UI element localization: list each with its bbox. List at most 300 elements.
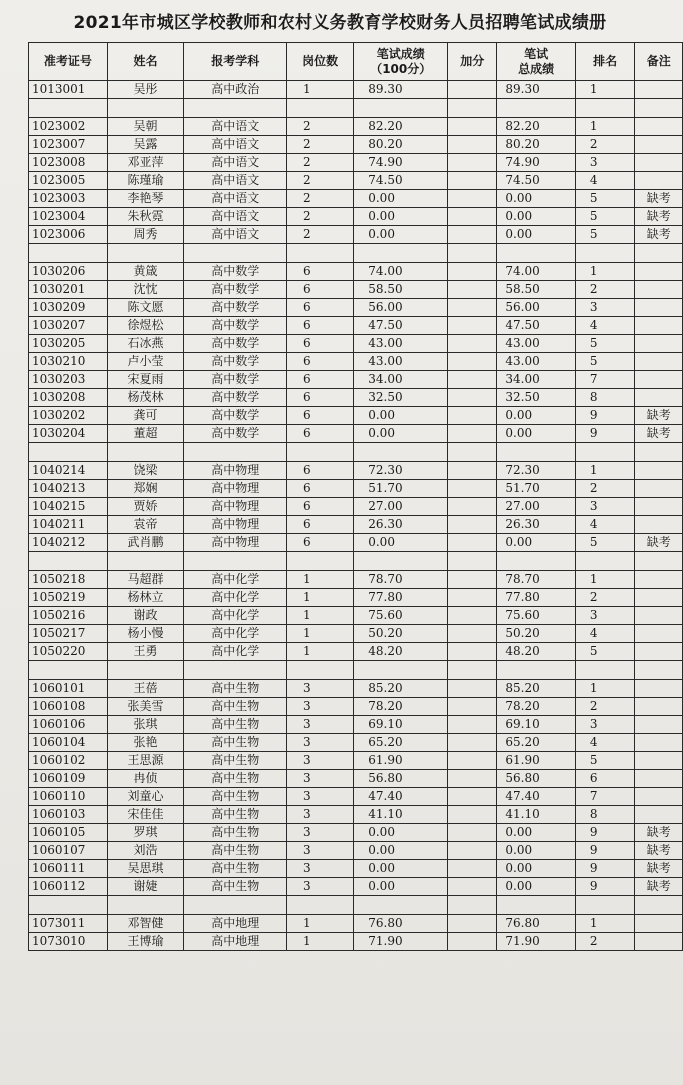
cell-id: 1060109 (29, 770, 108, 788)
cell-name: 徐煜松 (107, 317, 184, 335)
cell-subject: 高中物理 (184, 498, 287, 516)
group-separator-row (29, 896, 683, 915)
cell-id: 1050220 (29, 643, 108, 661)
cell-score: 50.20 (354, 625, 448, 643)
cell-score: 82.20 (354, 118, 448, 136)
cell-name: 杨小慢 (107, 625, 184, 643)
cell-note (635, 317, 683, 335)
header-total-line1: 笔试 (524, 46, 549, 61)
cell-name: 张艳 (107, 734, 184, 752)
cell-id: 1040213 (29, 480, 108, 498)
cell-id: 1073011 (29, 915, 108, 933)
cell-subject: 高中数学 (184, 281, 287, 299)
cell-subject: 高中地理 (184, 933, 287, 951)
cell-positions: 3 (286, 788, 353, 806)
empty-cell (184, 99, 287, 118)
cell-note: 缺考 (635, 878, 683, 896)
table-row (29, 915, 683, 933)
cell-positions: 2 (286, 208, 353, 226)
cell-positions: 3 (286, 716, 353, 734)
cell-rank: 2 (575, 281, 635, 299)
empty-cell (354, 896, 448, 915)
empty-cell (184, 661, 287, 680)
cell-subject: 高中生物 (184, 788, 287, 806)
cell-score: 0.00 (354, 842, 448, 860)
cell-subject: 高中化学 (184, 643, 287, 661)
table-row (29, 118, 683, 136)
cell-positions: 6 (286, 498, 353, 516)
cell-name: 朱秋霓 (107, 208, 184, 226)
cell-score: 27.00 (354, 498, 448, 516)
cell-bonus (448, 335, 497, 353)
cell-positions: 2 (286, 136, 353, 154)
cell-score: 58.50 (354, 281, 448, 299)
table-row (29, 172, 683, 190)
cell-subject: 高中生物 (184, 698, 287, 716)
cell-score: 65.20 (354, 734, 448, 752)
cell-positions: 3 (286, 824, 353, 842)
cell-id: 1060112 (29, 878, 108, 896)
cell-id: 1030204 (29, 425, 108, 443)
cell-score: 51.70 (354, 480, 448, 498)
cell-name: 邓亚萍 (107, 154, 184, 172)
cell-total: 0.00 (497, 190, 575, 208)
cell-name: 龚可 (107, 407, 184, 425)
cell-score: 43.00 (354, 335, 448, 353)
cell-bonus (448, 208, 497, 226)
cell-total: 72.30 (497, 462, 575, 480)
cell-name: 王勇 (107, 643, 184, 661)
cell-total: 34.00 (497, 371, 575, 389)
table-row (29, 516, 683, 534)
cell-note: 缺考 (635, 425, 683, 443)
cell-id: 1023002 (29, 118, 108, 136)
cell-note (635, 263, 683, 281)
empty-cell (635, 99, 683, 118)
cell-rank: 5 (575, 752, 635, 770)
cell-subject: 高中化学 (184, 571, 287, 589)
cell-positions: 3 (286, 734, 353, 752)
cell-name: 黄箴 (107, 263, 184, 281)
cell-subject: 高中数学 (184, 263, 287, 281)
cell-rank: 5 (575, 643, 635, 661)
cell-rank: 4 (575, 625, 635, 643)
cell-rank: 5 (575, 226, 635, 244)
header-total (497, 43, 575, 81)
cell-name: 沈忱 (107, 281, 184, 299)
cell-positions: 6 (286, 462, 353, 480)
cell-positions: 6 (286, 281, 353, 299)
empty-cell (184, 244, 287, 263)
cell-positions: 6 (286, 299, 353, 317)
cell-name: 吴彤 (107, 81, 184, 99)
empty-cell (286, 552, 353, 571)
table-row (29, 154, 683, 172)
score-table (28, 42, 683, 951)
cell-subject: 高中语文 (184, 136, 287, 154)
cell-subject: 高中数学 (184, 389, 287, 407)
cell-note (635, 571, 683, 589)
cell-id: 1060103 (29, 806, 108, 824)
cell-rank: 8 (575, 389, 635, 407)
empty-cell (448, 244, 497, 263)
empty-cell (354, 443, 448, 462)
cell-score: 74.90 (354, 154, 448, 172)
cell-note: 缺考 (635, 407, 683, 425)
cell-subject: 高中数学 (184, 317, 287, 335)
cell-subject: 高中物理 (184, 462, 287, 480)
cell-positions: 1 (286, 571, 353, 589)
cell-subject: 高中物理 (184, 534, 287, 552)
cell-rank: 1 (575, 571, 635, 589)
cell-total: 0.00 (497, 226, 575, 244)
cell-bonus (448, 571, 497, 589)
cell-bonus (448, 933, 497, 951)
cell-subject: 高中语文 (184, 118, 287, 136)
empty-cell (286, 244, 353, 263)
cell-rank: 5 (575, 208, 635, 226)
cell-score: 56.00 (354, 299, 448, 317)
cell-subject: 高中数学 (184, 407, 287, 425)
cell-name: 王思源 (107, 752, 184, 770)
header-rank: 排名 (575, 43, 635, 81)
cell-subject: 高中语文 (184, 154, 287, 172)
empty-cell (286, 661, 353, 680)
cell-name: 武肖鹏 (107, 534, 184, 552)
cell-bonus (448, 534, 497, 552)
cell-name: 董超 (107, 425, 184, 443)
cell-id: 1030207 (29, 317, 108, 335)
cell-subject: 高中生物 (184, 770, 287, 788)
cell-id: 1030201 (29, 281, 108, 299)
empty-cell (575, 552, 635, 571)
cell-subject: 高中化学 (184, 607, 287, 625)
cell-positions: 2 (286, 154, 353, 172)
score-table-body (29, 81, 683, 951)
cell-bonus (448, 389, 497, 407)
cell-name: 卢小莹 (107, 353, 184, 371)
cell-note (635, 734, 683, 752)
cell-positions: 2 (286, 172, 353, 190)
cell-rank: 9 (575, 860, 635, 878)
cell-id: 1023008 (29, 154, 108, 172)
cell-score: 0.00 (354, 534, 448, 552)
cell-positions: 6 (286, 516, 353, 534)
cell-score: 71.90 (354, 933, 448, 951)
cell-rank: 5 (575, 353, 635, 371)
cell-score: 74.50 (354, 172, 448, 190)
cell-name: 陈瑾瑜 (107, 172, 184, 190)
cell-subject: 高中生物 (184, 734, 287, 752)
cell-subject: 高中物理 (184, 516, 287, 534)
cell-rank: 3 (575, 607, 635, 625)
cell-subject: 高中数学 (184, 335, 287, 353)
cell-name: 冉侦 (107, 770, 184, 788)
cell-total: 48.20 (497, 643, 575, 661)
empty-cell (497, 661, 575, 680)
cell-total: 69.10 (497, 716, 575, 734)
cell-note (635, 480, 683, 498)
empty-cell (497, 443, 575, 462)
cell-subject: 高中化学 (184, 589, 287, 607)
cell-id: 1030203 (29, 371, 108, 389)
cell-id: 1023006 (29, 226, 108, 244)
empty-cell (448, 661, 497, 680)
cell-score: 61.90 (354, 752, 448, 770)
cell-rank: 3 (575, 716, 635, 734)
cell-bonus (448, 788, 497, 806)
cell-rank: 6 (575, 770, 635, 788)
cell-id: 1050217 (29, 625, 108, 643)
table-row (29, 81, 683, 99)
cell-positions: 6 (286, 480, 353, 498)
cell-note (635, 752, 683, 770)
header-score-line1: 笔试成绩 (376, 46, 425, 61)
cell-bonus (448, 680, 497, 698)
cell-id: 1060104 (29, 734, 108, 752)
cell-rank: 1 (575, 81, 635, 99)
cell-positions: 1 (286, 81, 353, 99)
cell-id: 1060105 (29, 824, 108, 842)
cell-bonus (448, 136, 497, 154)
cell-id: 1050218 (29, 571, 108, 589)
cell-note: 缺考 (635, 190, 683, 208)
cell-score: 0.00 (354, 190, 448, 208)
cell-name: 谢政 (107, 607, 184, 625)
cell-subject: 高中生物 (184, 824, 287, 842)
table-row (29, 226, 683, 244)
empty-cell (635, 443, 683, 462)
cell-total: 82.20 (497, 118, 575, 136)
cell-total: 0.00 (497, 407, 575, 425)
cell-bonus (448, 281, 497, 299)
group-separator-row (29, 661, 683, 680)
cell-rank: 4 (575, 172, 635, 190)
cell-total: 89.30 (497, 81, 575, 99)
cell-id: 1060107 (29, 842, 108, 860)
empty-cell (107, 244, 184, 263)
cell-rank: 7 (575, 788, 635, 806)
cell-bonus (448, 299, 497, 317)
cell-rank: 1 (575, 680, 635, 698)
table-row (29, 353, 683, 371)
cell-positions: 3 (286, 806, 353, 824)
cell-id: 1060101 (29, 680, 108, 698)
cell-rank: 2 (575, 698, 635, 716)
cell-name: 饶梁 (107, 462, 184, 480)
empty-cell (184, 552, 287, 571)
cell-rank: 9 (575, 824, 635, 842)
cell-subject: 高中语文 (184, 226, 287, 244)
cell-positions: 3 (286, 842, 353, 860)
table-row (29, 299, 683, 317)
cell-rank: 9 (575, 878, 635, 896)
cell-score: 43.00 (354, 353, 448, 371)
cell-id: 1013001 (29, 81, 108, 99)
cell-subject: 高中语文 (184, 208, 287, 226)
cell-score: 78.70 (354, 571, 448, 589)
cell-subject: 高中数学 (184, 353, 287, 371)
empty-cell (448, 896, 497, 915)
empty-cell (29, 99, 108, 118)
table-row (29, 824, 683, 842)
cell-name: 李艳琴 (107, 190, 184, 208)
cell-score: 32.50 (354, 389, 448, 407)
cell-positions: 1 (286, 915, 353, 933)
cell-id: 1023005 (29, 172, 108, 190)
header-total-line2: 总成绩 (518, 61, 555, 76)
group-separator-row (29, 443, 683, 462)
cell-subject: 高中生物 (184, 680, 287, 698)
group-separator-row (29, 99, 683, 118)
cell-bonus (448, 643, 497, 661)
cell-id: 1023003 (29, 190, 108, 208)
cell-rank: 2 (575, 589, 635, 607)
empty-cell (107, 99, 184, 118)
cell-bonus (448, 172, 497, 190)
cell-rank: 5 (575, 335, 635, 353)
cell-rank: 4 (575, 317, 635, 335)
cell-subject: 高中地理 (184, 915, 287, 933)
cell-rank: 4 (575, 734, 635, 752)
header-score-line2: （100分） (370, 61, 432, 76)
cell-bonus (448, 607, 497, 625)
cell-positions: 6 (286, 263, 353, 281)
cell-score: 48.20 (354, 643, 448, 661)
cell-positions: 3 (286, 878, 353, 896)
cell-rank: 9 (575, 842, 635, 860)
cell-name: 袁帝 (107, 516, 184, 534)
cell-score: 69.10 (354, 716, 448, 734)
cell-subject: 高中生物 (184, 806, 287, 824)
empty-cell (286, 99, 353, 118)
cell-note: 缺考 (635, 208, 683, 226)
cell-id: 1040214 (29, 462, 108, 480)
cell-rank: 3 (575, 154, 635, 172)
cell-subject: 高中语文 (184, 190, 287, 208)
cell-note (635, 462, 683, 480)
cell-name: 王蓓 (107, 680, 184, 698)
empty-cell (635, 244, 683, 263)
cell-bonus (448, 317, 497, 335)
cell-score: 0.00 (354, 208, 448, 226)
cell-positions: 3 (286, 860, 353, 878)
empty-cell (354, 244, 448, 263)
header-positions: 岗位数 (286, 43, 353, 81)
group-separator-row (29, 244, 683, 263)
table-row (29, 371, 683, 389)
cell-score: 26.30 (354, 516, 448, 534)
table-row (29, 770, 683, 788)
cell-name: 贾娇 (107, 498, 184, 516)
cell-positions: 6 (286, 335, 353, 353)
cell-positions: 6 (286, 353, 353, 371)
cell-subject: 高中生物 (184, 842, 287, 860)
cell-positions: 2 (286, 118, 353, 136)
table-row (29, 281, 683, 299)
table-row (29, 208, 683, 226)
table-row (29, 680, 683, 698)
cell-subject: 高中生物 (184, 716, 287, 734)
cell-score: 0.00 (354, 425, 448, 443)
header-note: 备注 (635, 43, 683, 81)
cell-rank: 7 (575, 371, 635, 389)
cell-score: 76.80 (354, 915, 448, 933)
cell-name: 杨茂林 (107, 389, 184, 407)
cell-total: 74.90 (497, 154, 575, 172)
empty-cell (29, 552, 108, 571)
empty-cell (575, 99, 635, 118)
cell-total: 65.20 (497, 734, 575, 752)
cell-rank: 2 (575, 480, 635, 498)
table-row (29, 462, 683, 480)
cell-total: 51.70 (497, 480, 575, 498)
cell-note (635, 770, 683, 788)
empty-cell (448, 443, 497, 462)
cell-rank: 1 (575, 462, 635, 480)
cell-score: 0.00 (354, 226, 448, 244)
cell-positions: 2 (286, 190, 353, 208)
cell-rank: 4 (575, 516, 635, 534)
cell-name: 张琪 (107, 716, 184, 734)
cell-bonus (448, 752, 497, 770)
table-row (29, 389, 683, 407)
cell-total: 85.20 (497, 680, 575, 698)
table-row (29, 752, 683, 770)
cell-id: 1060102 (29, 752, 108, 770)
cell-note (635, 516, 683, 534)
cell-id: 1060111 (29, 860, 108, 878)
table-row (29, 860, 683, 878)
table-row (29, 878, 683, 896)
cell-note (635, 625, 683, 643)
cell-name: 周秀 (107, 226, 184, 244)
empty-cell (448, 552, 497, 571)
cell-total: 43.00 (497, 335, 575, 353)
cell-id: 1040212 (29, 534, 108, 552)
cell-total: 0.00 (497, 842, 575, 860)
cell-positions: 1 (286, 643, 353, 661)
cell-name: 陈文愿 (107, 299, 184, 317)
cell-subject: 高中语文 (184, 172, 287, 190)
empty-cell (575, 661, 635, 680)
cell-note (635, 915, 683, 933)
cell-name: 罗琪 (107, 824, 184, 842)
empty-cell (107, 443, 184, 462)
cell-bonus (448, 878, 497, 896)
cell-total: 32.50 (497, 389, 575, 407)
cell-bonus (448, 263, 497, 281)
cell-id: 1060108 (29, 698, 108, 716)
cell-score: 0.00 (354, 824, 448, 842)
table-row (29, 534, 683, 552)
cell-score: 72.30 (354, 462, 448, 480)
cell-subject: 高中物理 (184, 480, 287, 498)
cell-total: 78.20 (497, 698, 575, 716)
cell-note (635, 498, 683, 516)
cell-note (635, 589, 683, 607)
cell-note (635, 680, 683, 698)
cell-id: 1030209 (29, 299, 108, 317)
empty-cell (286, 443, 353, 462)
cell-bonus (448, 770, 497, 788)
cell-note (635, 335, 683, 353)
empty-cell (497, 552, 575, 571)
cell-bonus (448, 734, 497, 752)
cell-positions: 6 (286, 371, 353, 389)
table-row (29, 571, 683, 589)
cell-id: 1030208 (29, 389, 108, 407)
